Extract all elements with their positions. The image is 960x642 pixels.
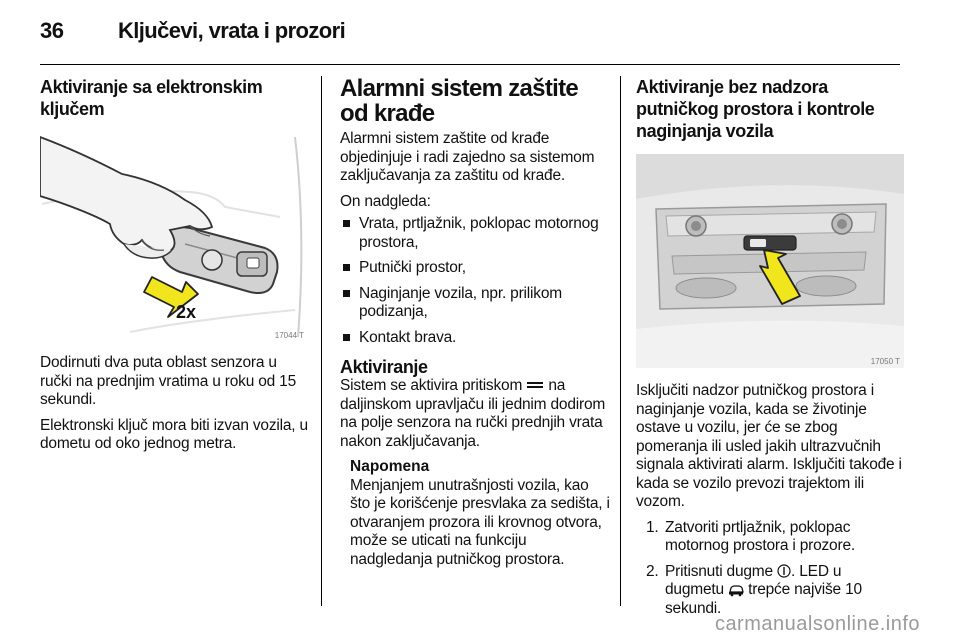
column-divider-left — [321, 76, 322, 606]
paragraph-touch-sensor: Dodirnuti dva puta oblast senzora u ručki na prednjim vratima u roku od 15 sekundi. — [40, 354, 297, 408]
door-handle-figure — [40, 132, 308, 342]
page-title: Ključevi, vrata i prozori — [118, 18, 346, 43]
note-label: Napomena — [350, 458, 430, 475]
bullet-square-icon — [343, 290, 350, 297]
paragraph-key-range: Elektronski ključ mora biti izvan vozila, u dometu od oko jednog metra. — [40, 416, 308, 452]
figure-tap-count: 2x — [176, 302, 197, 322]
bullet-square-icon — [343, 264, 350, 271]
lock-button-icon — [526, 381, 544, 391]
step-text-start: Pritisnuti dugme — [665, 562, 773, 580]
note-block — [340, 458, 610, 569]
subheading-activation: Aktiviranje — [340, 357, 428, 377]
section-heading-alarm: Alarmni sistem zaštite od krađe — [340, 75, 579, 127]
step-number: 2. — [646, 562, 659, 580]
roof-console-illustration — [636, 154, 904, 368]
circled-info-icon — [777, 564, 791, 578]
list-item — [340, 285, 610, 322]
paragraph-alarm-intro: Alarmni sistem zaštite od krađe objedinjuje i radi zajedno sa sistemom zaključavanja za zaštitu od krađe. — [340, 130, 595, 184]
step-text-mid: . LED u dugmetu — [665, 562, 842, 598]
list-item-text: Vrata, prtljažnik, poklopac motornog prostora, — [359, 215, 599, 251]
list-item — [646, 563, 904, 619]
activation-text-start: Sistem se aktivira pritiskom — [340, 377, 523, 394]
door-handle-illustration — [40, 132, 308, 342]
section-heading-electronic-key: Aktiviranje sa elektronskim ključem — [40, 77, 263, 119]
list-item — [340, 329, 610, 348]
paragraph-monitors-label: On nadgleda: — [340, 192, 431, 210]
list-item — [646, 519, 904, 556]
column-divider-right — [620, 76, 621, 606]
list-item-text: Kontakt brava. — [359, 328, 457, 346]
page-number: 36 — [40, 18, 64, 43]
paragraph-deactivate: Isključiti nadzor putničkog prostora i naginjanje vozila, kada se životinje ostave u vozilu, jer će se zbog pomeranja ili usled jakih ultrazvučnih signala aktivirati alarm. Isključiti takođe i kada se vozilo prevozi trajektom ili vozom. — [636, 382, 902, 510]
bullet-square-icon — [343, 220, 350, 227]
section-heading-without-monitoring: Aktiviranje bez nadzora putničkog prostora i kontrole naginjanja vozila — [636, 77, 875, 141]
roof-console-figure — [636, 154, 904, 368]
list-item — [340, 215, 610, 252]
bullet-square-icon — [343, 334, 350, 341]
step-text-end: trepće najviše 10 sekundi. — [665, 581, 862, 617]
figure-code: 17050 T — [870, 357, 900, 366]
list-item — [340, 259, 610, 278]
note-text: Menjanjem unutrašnjosti vozila, kao što je korišćenje presvlaka za sedišta, i otvaranjem prozora ili krovnog otvora, može se uticati na funkciju nadgledanja putničkog prostora. — [350, 476, 610, 568]
activation-text-end: na daljinskom upravljaču ili jednim dodirom na polje senzora na ručki prednjih vrata nakon zaključavanja. — [340, 377, 606, 450]
monitored-list — [340, 215, 610, 347]
paragraph-activation — [340, 377, 610, 451]
list-item-text: Naginjanje vozila, npr. prilikom podizanja, — [359, 284, 562, 320]
column-anti-theft-alarm — [340, 76, 610, 569]
figure-code: 17044 T — [274, 331, 304, 340]
list-item-text: Putnički prostor, — [359, 259, 466, 276]
step-number: 1. — [646, 518, 659, 536]
column-deactivate-monitoring — [636, 76, 904, 625]
step-text: Zatvoriti prtljažnik, poklopac motornog prostora i prozore. — [665, 518, 855, 554]
car-tilt-icon — [728, 583, 744, 597]
column-electronic-key — [40, 76, 308, 454]
steps-list — [636, 519, 904, 619]
header-rule — [40, 64, 900, 65]
watermark: carmanualsonline.info — [714, 613, 920, 635]
